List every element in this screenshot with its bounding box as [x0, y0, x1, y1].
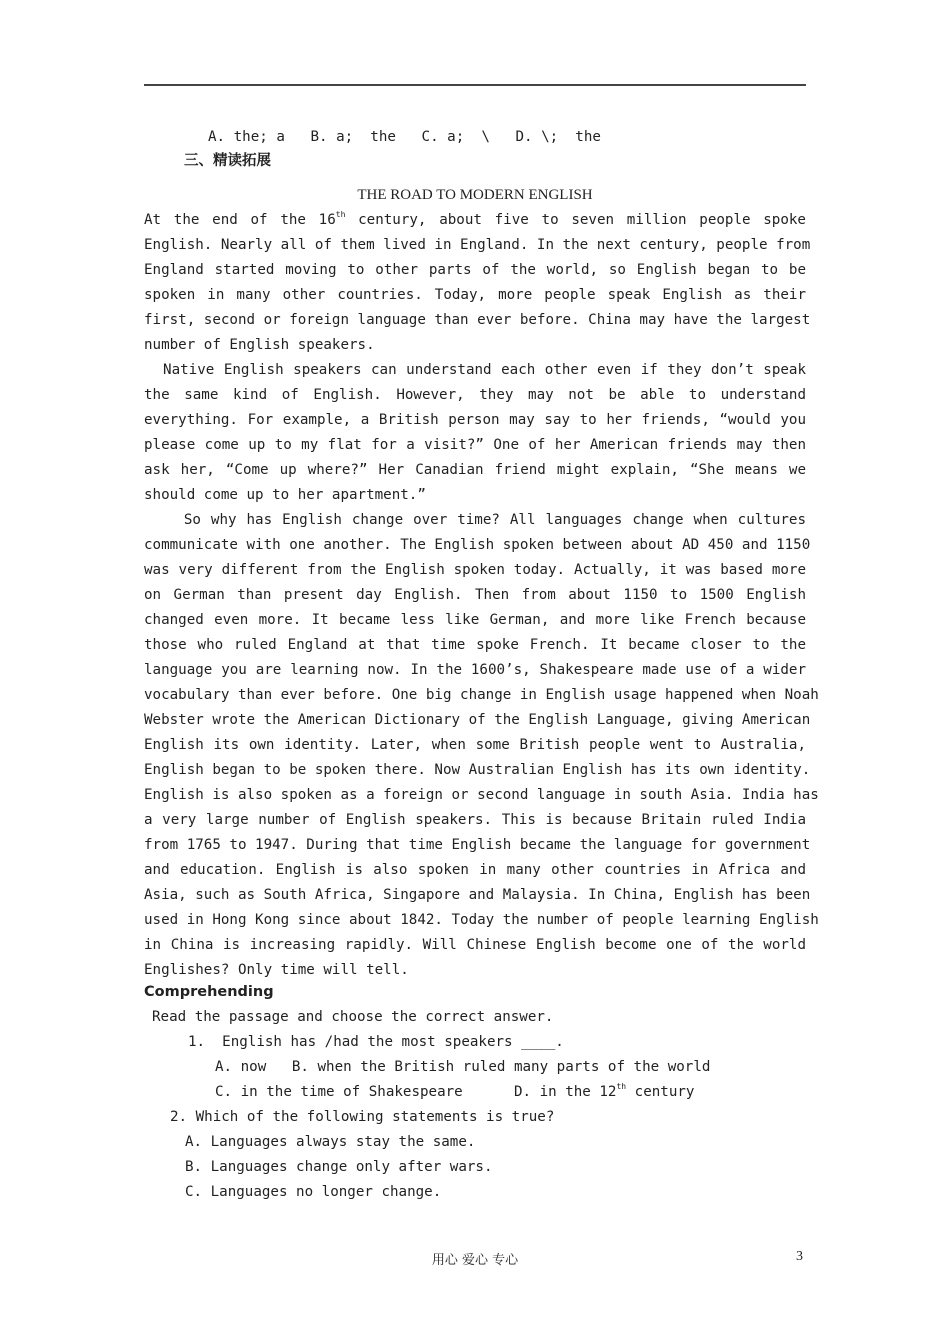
header-rule — [144, 84, 806, 86]
paragraph-1-line: spoken in many other countries. Today, more people speak English as their — [144, 287, 806, 303]
paragraph-3-line: changed even more. It became less like German, and more like French because — [144, 612, 806, 628]
paragraph-2-line: Native English speakers can understand each other even if they don’t speak — [144, 362, 806, 378]
paragraph-3-line: communicate with one another. The English spoken between about AD 450 and 1150 — [144, 537, 811, 553]
comprehending-heading: Comprehending — [144, 984, 274, 1000]
question-2-option-c: C. Languages no longer change. — [185, 1184, 442, 1200]
section-heading: 三、精读拓展 — [184, 153, 271, 169]
paragraph-1-line: number of English speakers. — [144, 337, 375, 353]
paragraph-4-line: and education. English is also spoken in many other countries in Africa and — [144, 862, 806, 878]
paragraph-4-line: Asia, such as South Africa, Singapore and Malaysia. In China, English has been — [144, 887, 811, 903]
paragraph-2-line: should come up to her apartment.” — [144, 487, 426, 503]
paragraph-3-line: English began to be spoken there. Now Australian English has its own identity. — [144, 762, 811, 778]
paragraph-2-line: the same kind of English. However, they may not be able to understand — [144, 387, 806, 403]
article-title: THE ROAD TO MODERN ENGLISH — [357, 187, 593, 203]
paragraph-3-line: vocabulary than ever before. One big change in English usage happened when Noah — [144, 687, 819, 703]
question-2-option-b: B. Languages change only after wars. — [185, 1159, 493, 1175]
question-1-options-row-2: C. in the time of Shakespeare D. in the 12th century — [215, 1082, 695, 1100]
paragraph-2-line: ask her, “Come up where?” Her Canadian friend might explain, “She means we — [144, 462, 806, 478]
paragraph-3-line: English its own identity. Later, when some British people went to Australia, — [144, 737, 806, 753]
paragraph-1-line: England started moving to other parts of the world, so English began to be — [144, 262, 806, 278]
paragraph-3-line: on German than present day English. Then from about 1150 to 1500 English — [144, 587, 806, 603]
paragraph-4-line: from 1765 to 1947. During that time English became the language for government — [144, 837, 811, 853]
question-2-option-a: A. Languages always stay the same. — [185, 1134, 476, 1150]
paragraph-3-line: Webster wrote the American Dictionary of the English Language, giving American — [144, 712, 811, 728]
paragraph-2-line: everything. For example, a British person may say to her friends, “would you — [144, 412, 806, 428]
paragraph-3-line: those who ruled England at that time spoke French. It became closer to the — [144, 637, 806, 653]
paragraph-3-line: language you are learning now. In the 1600’s, Shakespeare made use of a wider — [144, 662, 806, 678]
paragraph-1-line: first, second or foreign language than ever before. China may have the largest — [144, 312, 811, 328]
paragraph-4-line: used in Hong Kong since about 1842. Today the number of people learning English — [144, 912, 819, 928]
paragraph-3-line: was very different from the English spoken today. Actually, it was based more — [144, 562, 806, 578]
paragraph-4-line: a very large number of English speakers. This is because Britain ruled India — [144, 812, 806, 828]
paragraph-1-line: English. Nearly all of them lived in England. In the next century, people from — [144, 237, 811, 253]
question-2-stem: 2. Which of the following statements is true? — [170, 1109, 555, 1125]
question-1-options-row-1: A. now B. when the British ruled many parts of the world — [215, 1059, 711, 1075]
footer-text: 用心 爱心 专心 — [431, 1253, 519, 1268]
paragraph-4-line: English is also spoken as a foreign or second language in south Asia. India has — [144, 787, 819, 803]
question-1-stem: 1. English has /had the most speakers ____. — [188, 1034, 564, 1050]
previous-question-options: A. the; a B. a; the C. a; \ D. \; the — [208, 129, 601, 145]
paragraph-4-line: in China is increasing rapidly. Will Chinese English become one of the world — [144, 937, 806, 953]
paragraph-3-line: So why has English change over time? All languages change when cultures — [144, 512, 806, 528]
paragraph-4-line: Englishes? Only time will tell. — [144, 962, 409, 978]
paragraph-1-first-line: At the end of the 16th century, about five to seven million people spoke — [144, 210, 806, 228]
page-number: 3 — [796, 1249, 803, 1264]
paragraph-2-line: please come up to my flat for a visit?” One of her American friends may then — [144, 437, 806, 453]
comprehending-instruction: Read the passage and choose the correct answer. — [152, 1009, 554, 1025]
